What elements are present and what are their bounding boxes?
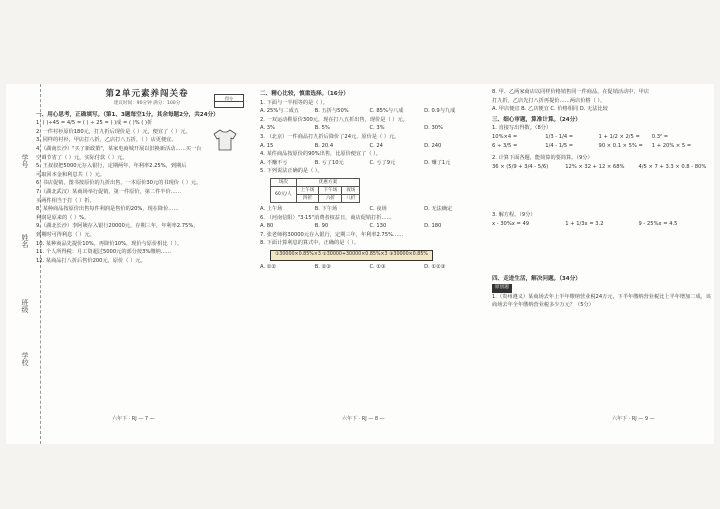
option-row xyxy=(260,159,488,168)
table-cell: 上午场 xyxy=(296,186,319,194)
question-line: 6. 书店促销，图书按原价的九折出售，一本原价30元的书现价（ ）元。 xyxy=(36,180,202,187)
option: A. 80 xyxy=(260,223,274,230)
option: B. ②③ xyxy=(314,263,331,270)
binding-label-name: 姓名 xyxy=(21,234,29,248)
table-cell: 四折 xyxy=(296,194,319,202)
question-line: 2. 一双运动鞋原价300元，现在打八五折出售，现价是（ ）元。 xyxy=(260,116,408,123)
calc-row xyxy=(492,142,714,151)
option: C. 夜场 xyxy=(369,205,387,212)
option: C. ①③ xyxy=(369,263,386,270)
option: D. 0.9与九成 xyxy=(424,108,456,115)
section-3-heading: 三、细心审题，算准计算。（24分） xyxy=(492,116,581,123)
calc-item: 1 + 1/2 × 2/5 = xyxy=(598,133,640,140)
option: B. 90 xyxy=(314,223,329,230)
calc-row xyxy=(492,133,714,142)
option: C. 24 xyxy=(369,142,383,149)
question-line: 5. 王叔叔把5000元存入银行，定期两年，年利率2.25%，到期后 xyxy=(36,163,187,170)
option: B. 20.4 xyxy=(314,142,334,149)
table-cell: 下午场 xyxy=(319,186,342,194)
calc-item: 10%×4 = xyxy=(492,133,518,140)
question-line: 9.（湖北长沙）李阿姨存入银行20000元，存期三年，年利率2.75%， xyxy=(36,223,199,230)
option: D. 无法确定 xyxy=(424,205,453,212)
question-line: 3. （北京）一件商品打九折后降价了24元，原价是（ ）元。 xyxy=(260,133,400,140)
option: C. 130 xyxy=(369,223,387,230)
original-question-badge: 原创题 xyxy=(492,284,512,293)
option: C. 85%与八成 xyxy=(369,108,404,115)
exam-info: 建议时间：90分钟 满分：100分 xyxy=(113,101,181,106)
option: B. 5% xyxy=(314,125,330,132)
binding-label-school: 学校 xyxy=(21,352,29,366)
table-cell: 八折 xyxy=(342,194,360,202)
question-line: 12. 某商品打八折后售价200元，原价（ ）元。 xyxy=(36,257,146,264)
calc-item: 1 + 1/3x = 3.2 xyxy=(565,220,604,227)
calc-row xyxy=(492,163,714,172)
option: C. 3% xyxy=(369,125,385,132)
page-footer-1: 六年下 · RJ — 7 — xyxy=(112,416,155,422)
discount-table xyxy=(270,178,360,203)
question-line: 7.（湖北武汉）某商场举行促销，第一件原价，第二件半价…… xyxy=(36,188,182,195)
question-line: 6. （河南信阳）"3·15"消费者权益日，商店促销打折…… xyxy=(260,214,392,221)
question-line: 打九折，乙店先打八折再提价……两店价格（ ）。 xyxy=(492,97,606,104)
question-line: 8. 甲、乙两家商店以同样价格销售同一件商品，在促销活动中，甲店 xyxy=(492,89,650,95)
calc-item: 1/4 - 1/5 = xyxy=(545,142,574,149)
shirt-icon xyxy=(212,128,238,152)
option: D. 180 xyxy=(424,223,442,230)
page-column-2 xyxy=(260,88,488,414)
page-column-3 xyxy=(492,88,714,414)
binding-label-student-number: 学号 xyxy=(21,154,29,168)
option: D. 赚了1元 xyxy=(424,159,451,166)
score-box xyxy=(214,94,244,108)
option-row xyxy=(260,205,488,214)
table-header: 场次 xyxy=(271,178,297,186)
calc-item: 1 + 20% × 5 = xyxy=(651,142,692,149)
option-row xyxy=(260,142,488,151)
option: A. 25%与二成五 xyxy=(260,108,300,115)
word-problem: 1.（贵州遵义）某商场去年上半年缴纳营业税24万元，下半年缴纳营业税比上半年增加二成，该商场去年全年缴纳营业税多少万元？（5分） xyxy=(492,293,712,308)
page-footer-2: 六年下 · RJ — 8 — xyxy=(342,416,385,422)
option: C. 亏了9元 xyxy=(369,159,396,166)
question-line: 4.（湖南长沙）"买了新政策"，某家电商城开展以旧换新活动……买一台 xyxy=(36,145,202,152)
option: D. ①②③ xyxy=(424,263,446,270)
calc-item: 1/3 - 1/4 = xyxy=(545,133,574,140)
question-line: 4. 某件商品按原价的90%出售，比原价便宜了（ ）。 xyxy=(260,151,381,158)
option: A. 不赚不亏 xyxy=(260,159,288,166)
table-header: 优惠方案 xyxy=(296,178,360,186)
calc-item: 4/5 × 7 + 3.3 × 0.8 - 80% xyxy=(638,163,707,170)
question-line: 8. 下面计算利息的算式中，正确的是（ ）。 xyxy=(260,240,360,247)
page-footer-3: 六年下 · RJ — 9 — xyxy=(612,416,655,422)
option: A. 上午场 xyxy=(260,205,283,212)
option: A. 3% xyxy=(260,125,275,132)
subquestion-heading: 2. 计算下面各题，能简算的要简算。（9分） xyxy=(492,155,593,162)
binding-label-class: 班级 xyxy=(21,299,29,313)
question-line: 到期时可得利息（ ）元。 xyxy=(36,231,95,238)
table-cell: 六折 xyxy=(319,194,342,202)
question-line: 7. 张老师将30000元存入银行，定期三年，年利率2.75%…… xyxy=(260,231,404,238)
question-line: 10. 某种商品先提价10%，再降价10%，现价与原价相比（ ）。 xyxy=(36,240,183,247)
option-row xyxy=(260,222,488,231)
option-row xyxy=(260,107,488,116)
question-line: 空调节省了（ ）元，实际付款（ ）元。 xyxy=(36,154,128,161)
calc-item: 90 × 0.1 × 5% = xyxy=(598,142,643,149)
option: B. 五折与50% xyxy=(314,108,349,115)
question-line: A. 甲店便宜 B. 乙店便宜 C. 价格相同 D. 无法比较 xyxy=(492,106,608,113)
page-title: 第2单元素养闯关卷 xyxy=(105,89,189,99)
calc-item: 6 ÷ 3/5 = xyxy=(492,142,518,149)
score-label: 得分 xyxy=(215,95,243,102)
question-line: 3. 同样的衬衫，甲店打八折，乙店打八五折，（ ）店更便宜。 xyxy=(36,137,177,144)
question-line: 买两件相当于打（ ）折。 xyxy=(36,197,95,204)
subquestion-heading: 3. 解方程。（9分） xyxy=(492,212,536,219)
question-line: 5. 下列说法正确的是（ ）。 xyxy=(260,168,323,175)
option: A. 15 xyxy=(260,142,274,149)
option-row xyxy=(260,263,488,272)
question-line: 利润是原来的（ ）%。 xyxy=(36,214,90,221)
calc-row xyxy=(492,220,714,229)
option: D. 240 xyxy=(424,142,442,149)
section-4-heading: 四、走进生活，解决问题。（34分） xyxy=(492,275,581,282)
formula-banner: ①30000×0.85%×3 ②30000+30000×0.85%×3 ③30000×0.85% xyxy=(270,250,433,261)
section-2-heading: 二、精心比较，慎重选择。（16分） xyxy=(260,91,349,97)
calc-item: x - 30%x = 49 xyxy=(492,220,530,227)
question-line: 11. 个人所得税：月工资超过5000元的部分按3%缴纳…… xyxy=(36,249,172,256)
question-line: 8. 某种商品按原价出售每件利润是售价的20%，现在降价…… xyxy=(36,206,179,213)
option: A. ①② xyxy=(260,263,277,270)
option: B. 亏了10元 xyxy=(314,159,344,166)
calc-item: 0.3² = xyxy=(651,133,669,140)
calc-item: 36 × (5/9 + 3/4 - 5/6) xyxy=(492,163,549,170)
question-line: 可取回本金和利息共（ ）元。 xyxy=(36,171,106,178)
table-cell: 60元/人 xyxy=(271,186,297,202)
question-line: 1. 下面与一半相等的是（ ）。 xyxy=(260,99,328,106)
subquestion-heading: 1. 直接写出得数。（8分） xyxy=(492,125,552,132)
question-line: 1. ( )÷45 = 4/5 = ( ) ÷ 25 = ( )成 = ( )% ( )折 xyxy=(36,120,153,127)
calc-item: 9 - 25%x = 4.5 xyxy=(638,220,678,227)
option: D. 30% xyxy=(424,125,443,132)
option: B. 下午场 xyxy=(314,205,338,212)
page-column-1 xyxy=(36,88,258,418)
option-row xyxy=(260,124,488,133)
section-1-heading: 一、用心思考，正确填写。（第1、3题每空1分，其余每题2分，共24分） xyxy=(36,111,219,118)
calc-item: 12% × 32 + 12 × 68% xyxy=(565,163,625,170)
table-cell: 夜场 xyxy=(342,186,360,194)
question-line: 2. 一件衬衫原价180元，打九折后现价是（ ）元，便宜了（ ）元。 xyxy=(36,128,191,135)
